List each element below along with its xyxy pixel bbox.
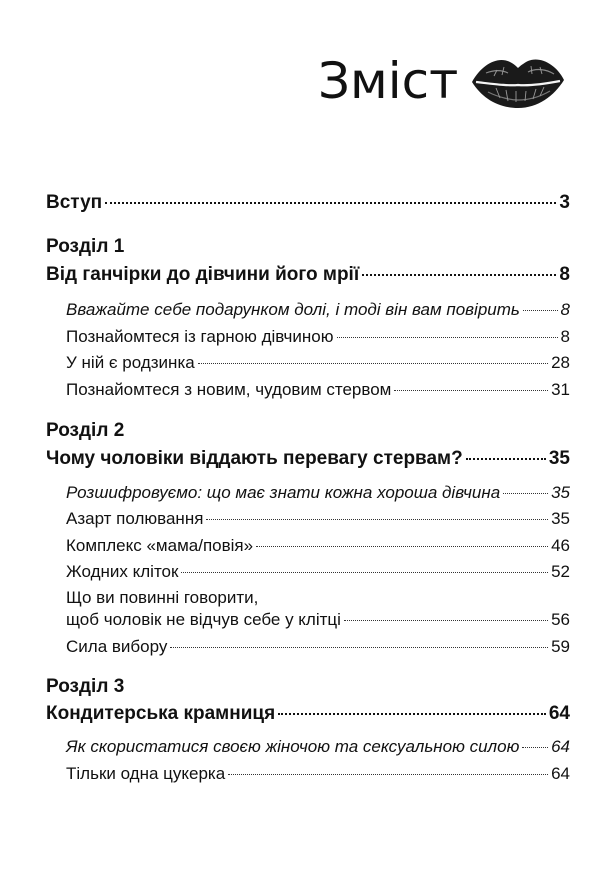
- toc-entry-title: Чому чоловіки віддають перевагу стервам?: [46, 448, 463, 469]
- dot-leader: [278, 713, 546, 715]
- toc-page-number: 64: [551, 764, 570, 783]
- toc-page-number: 31: [551, 380, 570, 399]
- toc-item[interactable]: [46, 764, 570, 784]
- toc-chapter[interactable]: [46, 264, 570, 286]
- dot-leader: [206, 519, 548, 520]
- toc-item[interactable]: [46, 610, 570, 630]
- toc-item[interactable]: [46, 327, 570, 347]
- toc-page-number: 8: [560, 327, 570, 346]
- toc-entry-title: У ній є родзинка: [66, 353, 195, 372]
- toc-page-number: 56: [551, 610, 570, 629]
- toc-item-line1: Що ви повинні говорити,: [66, 588, 259, 607]
- toc-page-number: 3: [559, 192, 570, 213]
- page-title: Зміст: [318, 52, 459, 110]
- dot-leader: [466, 458, 546, 460]
- toc-page-number: 35: [548, 448, 570, 469]
- toc-item[interactable]: [46, 353, 570, 373]
- toc-page-number: 46: [551, 536, 570, 555]
- toc-page-number: 35: [551, 483, 570, 502]
- toc-item[interactable]: [46, 509, 570, 529]
- toc-entry-title: Познайомтеся із гарною дівчиною: [66, 327, 334, 346]
- dot-leader: [198, 363, 548, 364]
- toc-page-number: 59: [551, 637, 570, 656]
- dot-leader: [170, 647, 548, 648]
- toc-page-number: 28: [551, 353, 570, 372]
- dot-leader: [344, 620, 548, 621]
- toc-entry-title: Познайомтеся з новим, чудовим стервом: [66, 380, 392, 399]
- toc-entry-title: Вступ: [46, 192, 103, 213]
- lips-icon: [468, 46, 568, 116]
- toc-item[interactable]: [46, 637, 570, 657]
- toc-entry-title: щоб чоловік не відчув себе у клітці: [66, 610, 341, 629]
- toc-entry-title: Тільки одна цукерка: [66, 764, 226, 783]
- toc-entry-title: Азарт полювання: [66, 509, 204, 528]
- toc-item[interactable]: [46, 380, 570, 400]
- toc-page-number: 35: [551, 509, 570, 528]
- dot-leader: [337, 337, 558, 338]
- toc-page-number: 52: [551, 562, 570, 581]
- toc-entry-title: Сила вибору: [66, 637, 168, 656]
- toc-entry-title: Розшифровуємо: що має знати кожна хороша дівчина: [66, 483, 501, 502]
- toc-chapter[interactable]: [46, 448, 570, 470]
- section-heading: Розділ 3: [46, 676, 125, 697]
- toc-item[interactable]: [46, 300, 570, 320]
- dot-leader: [503, 493, 548, 494]
- dot-leader: [523, 310, 558, 311]
- dot-leader: [256, 546, 548, 547]
- dot-leader: [522, 747, 548, 748]
- toc-entry-title: Як скористатися своєю жіночою та сексуальною силою: [66, 737, 520, 756]
- toc-entry-title: Від ганчірки до дівчини його мрії: [46, 264, 360, 285]
- dot-leader: [105, 202, 556, 204]
- toc-entry-title: Вважайте себе подарунком долі, і тоді він вам повірить: [66, 300, 520, 319]
- page-header: [318, 46, 568, 116]
- dot-leader: [362, 274, 556, 276]
- toc-page-number: 8: [559, 264, 570, 285]
- toc-entry-title: Кондитерська крамниця: [46, 703, 276, 724]
- toc-page-number: 8: [560, 300, 570, 319]
- toc-page-number: 64: [551, 737, 570, 756]
- dot-leader: [394, 390, 548, 391]
- toc-entry-title: Комплекс «мама/повія»: [66, 536, 254, 555]
- toc-item[interactable]: [46, 562, 570, 582]
- section-heading: Розділ 1: [46, 236, 125, 257]
- toc-item[interactable]: [46, 536, 570, 556]
- toc-chapter[interactable]: [46, 703, 570, 725]
- dot-leader: [181, 572, 548, 573]
- toc-page-number: 64: [548, 703, 570, 724]
- toc-entry-intro[interactable]: [46, 192, 570, 214]
- section-heading: Розділ 2: [46, 420, 125, 441]
- toc-item[interactable]: [46, 483, 570, 503]
- dot-leader: [228, 774, 548, 775]
- toc-entry-title: Жодних кліток: [66, 562, 179, 581]
- toc-item[interactable]: [46, 737, 570, 757]
